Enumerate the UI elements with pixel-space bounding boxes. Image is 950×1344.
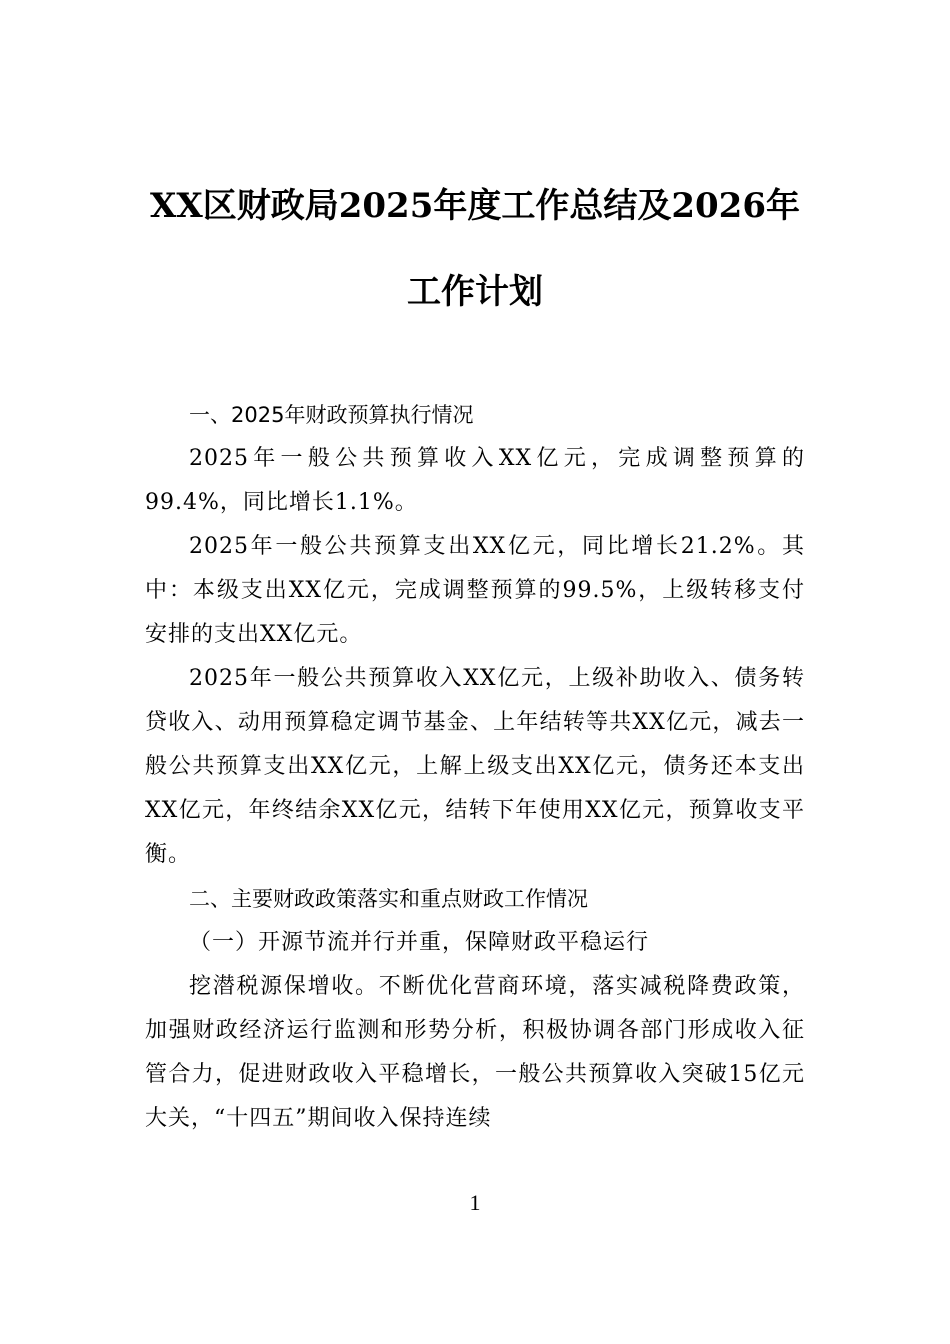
- paragraph-expenditure: 2025年一般公共预算支出XX亿元，同比增长21.2%。其中：本级支出XX亿元，完成调整预算的99.5%，上级转移支付安排的支出XX亿元。: [145, 534, 805, 647]
- paragraph-income: 2025年一般公共预算收入XX亿元，完成调整预算的99.4%，同比增长1.1%。: [145, 446, 805, 515]
- paragraph-revenue-growth: 挖潜税源保增收。不断优化营商环境，落实减税降费政策，加强财政经济运行监测和形势分析，积极协调各部门形成收入征管合力，促进财政收入平稳增长，一般公共预算收入突破15亿元大关，“十四五”期间收入保持连续: [145, 974, 805, 1131]
- section-2-heading: 二、主要财政政策落实和重点财政工作情况: [189, 887, 588, 911]
- subsection-1-heading: （一）开源节流并行并重，保障财政平稳运行: [189, 930, 650, 955]
- document-title: [100, 163, 850, 335]
- page-number: 1: [469, 1190, 481, 1215]
- title-line-1: XX区财政局2025年度工作总结及2026年: [149, 186, 801, 226]
- section-1-heading: 一、2025年财政预算执行情况: [189, 403, 474, 427]
- title-line-2: 工作计划: [407, 272, 543, 312]
- document-body: [145, 393, 805, 1141]
- paragraph-balance: 2025年一般公共预算收入XX亿元，上级补助收入、债务转贷收入、动用预算稳定调节基金、上年结转等共XX亿元，减去一般公共预算支出XX亿元，上解上级支出XX亿元，债务还本支出XX亿元，年终结余XX亿元，结转下年使用XX亿元，预算收支平衡。: [145, 666, 805, 867]
